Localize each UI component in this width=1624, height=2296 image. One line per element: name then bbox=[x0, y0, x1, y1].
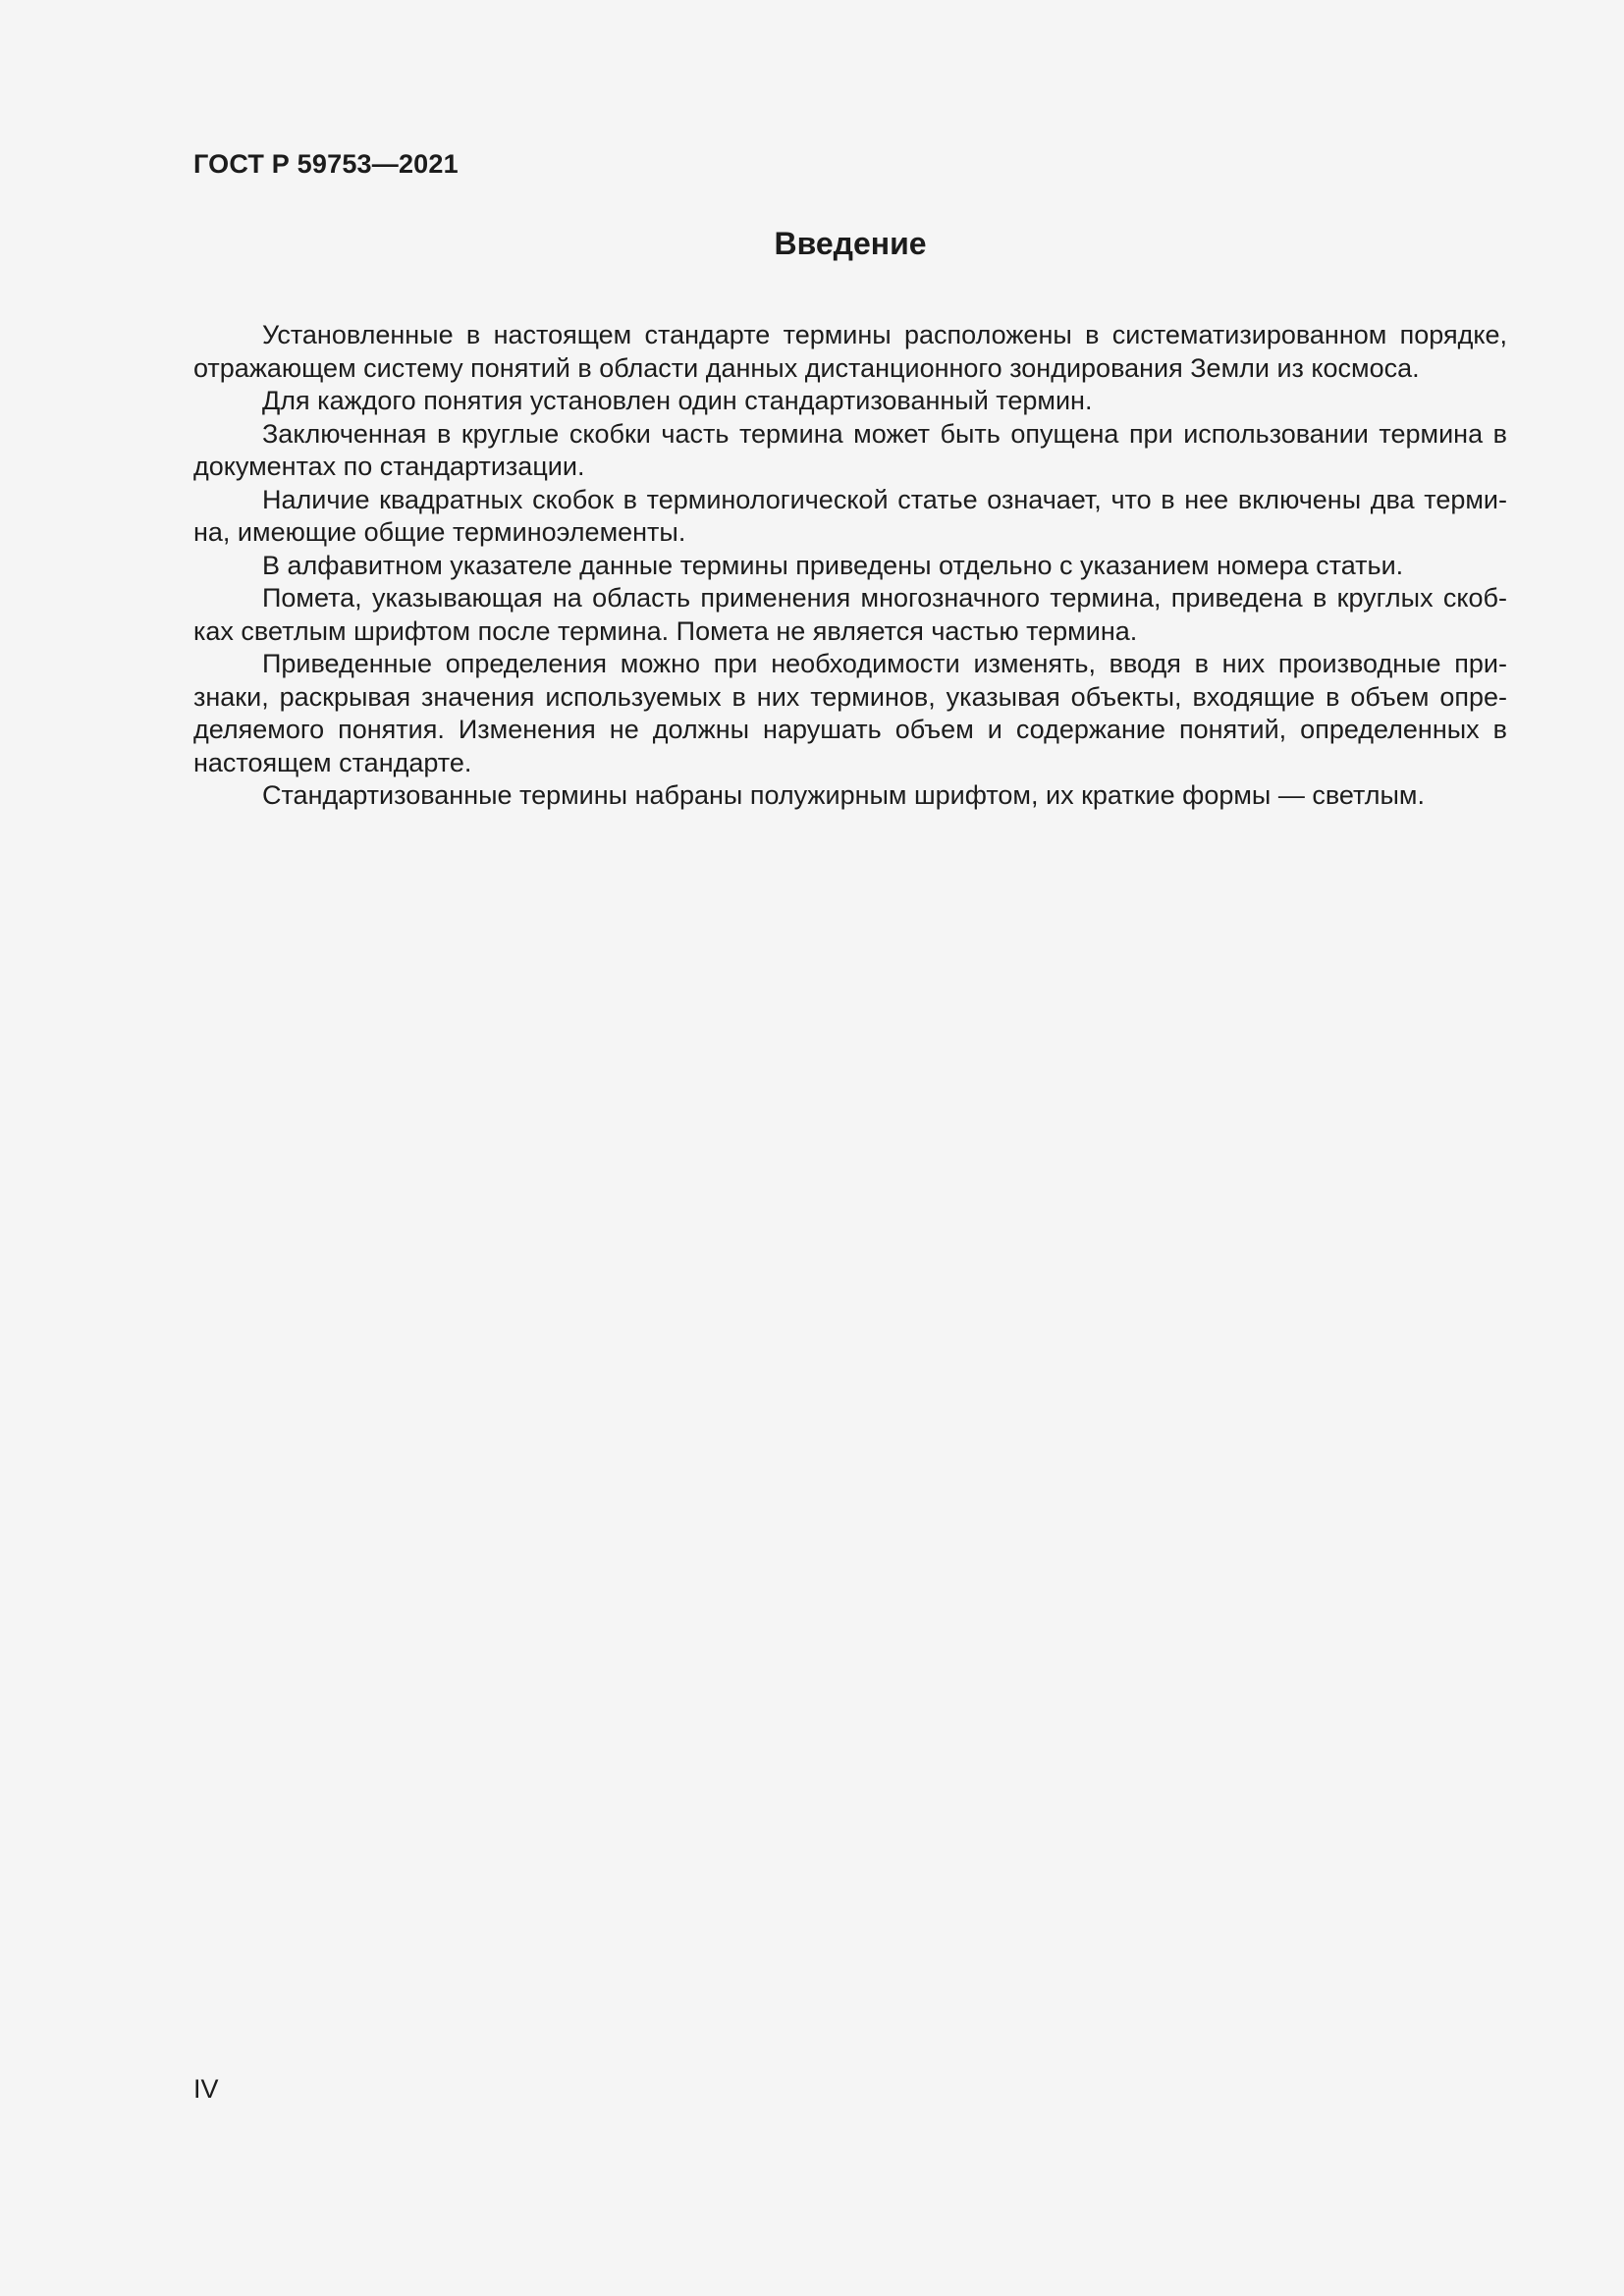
document-code: ГОСТ Р 59753—2021 bbox=[193, 149, 459, 179]
section-body bbox=[193, 319, 1507, 813]
paragraph: Стандартизованные термины набраны полужирным шрифтом, их краткие формы — светлым. bbox=[262, 780, 1425, 810]
paragraph: Установленные в настоящем стандарте термины расположены в систематизированном порядке, отражающем систему понятий в области данных дистанционного зондирования Земли из космоса. bbox=[193, 320, 1507, 383]
paragraph: Для каждого понятия установлен один стандартизованный термин. bbox=[262, 386, 1093, 415]
page-number: IV bbox=[193, 2074, 219, 2104]
section-title: Введение bbox=[774, 226, 927, 261]
paragraph: Заключенная в круглые скобки часть термина может быть опущена при использовании термина в документах по стандартизации. bbox=[193, 418, 1507, 481]
paragraph: В алфавитном указателе данные термины приведены отдельно с указанием номера статьи. bbox=[262, 550, 1404, 580]
paragraph: Помета, указывающая на область применения многозначного термина, приведена в круглых скобках светлым шрифтом после термина. Помета не является частью термина. bbox=[193, 583, 1507, 646]
paragraph: Приведенные определения можно при необходимости изменять, вводя в них производные признаки, раскрывая значения используемых в них терминов, указывая объекты, входящие в объем определяемого понятия. Изменения не должны нарушать объем и содержание понятий, определенных в настоящем стандарте. bbox=[193, 649, 1507, 777]
paragraph: Наличие квадратных скобок в терминологической статье означает, что в нее включены два термина, имеющие общие терминоэлементы. bbox=[193, 484, 1507, 547]
